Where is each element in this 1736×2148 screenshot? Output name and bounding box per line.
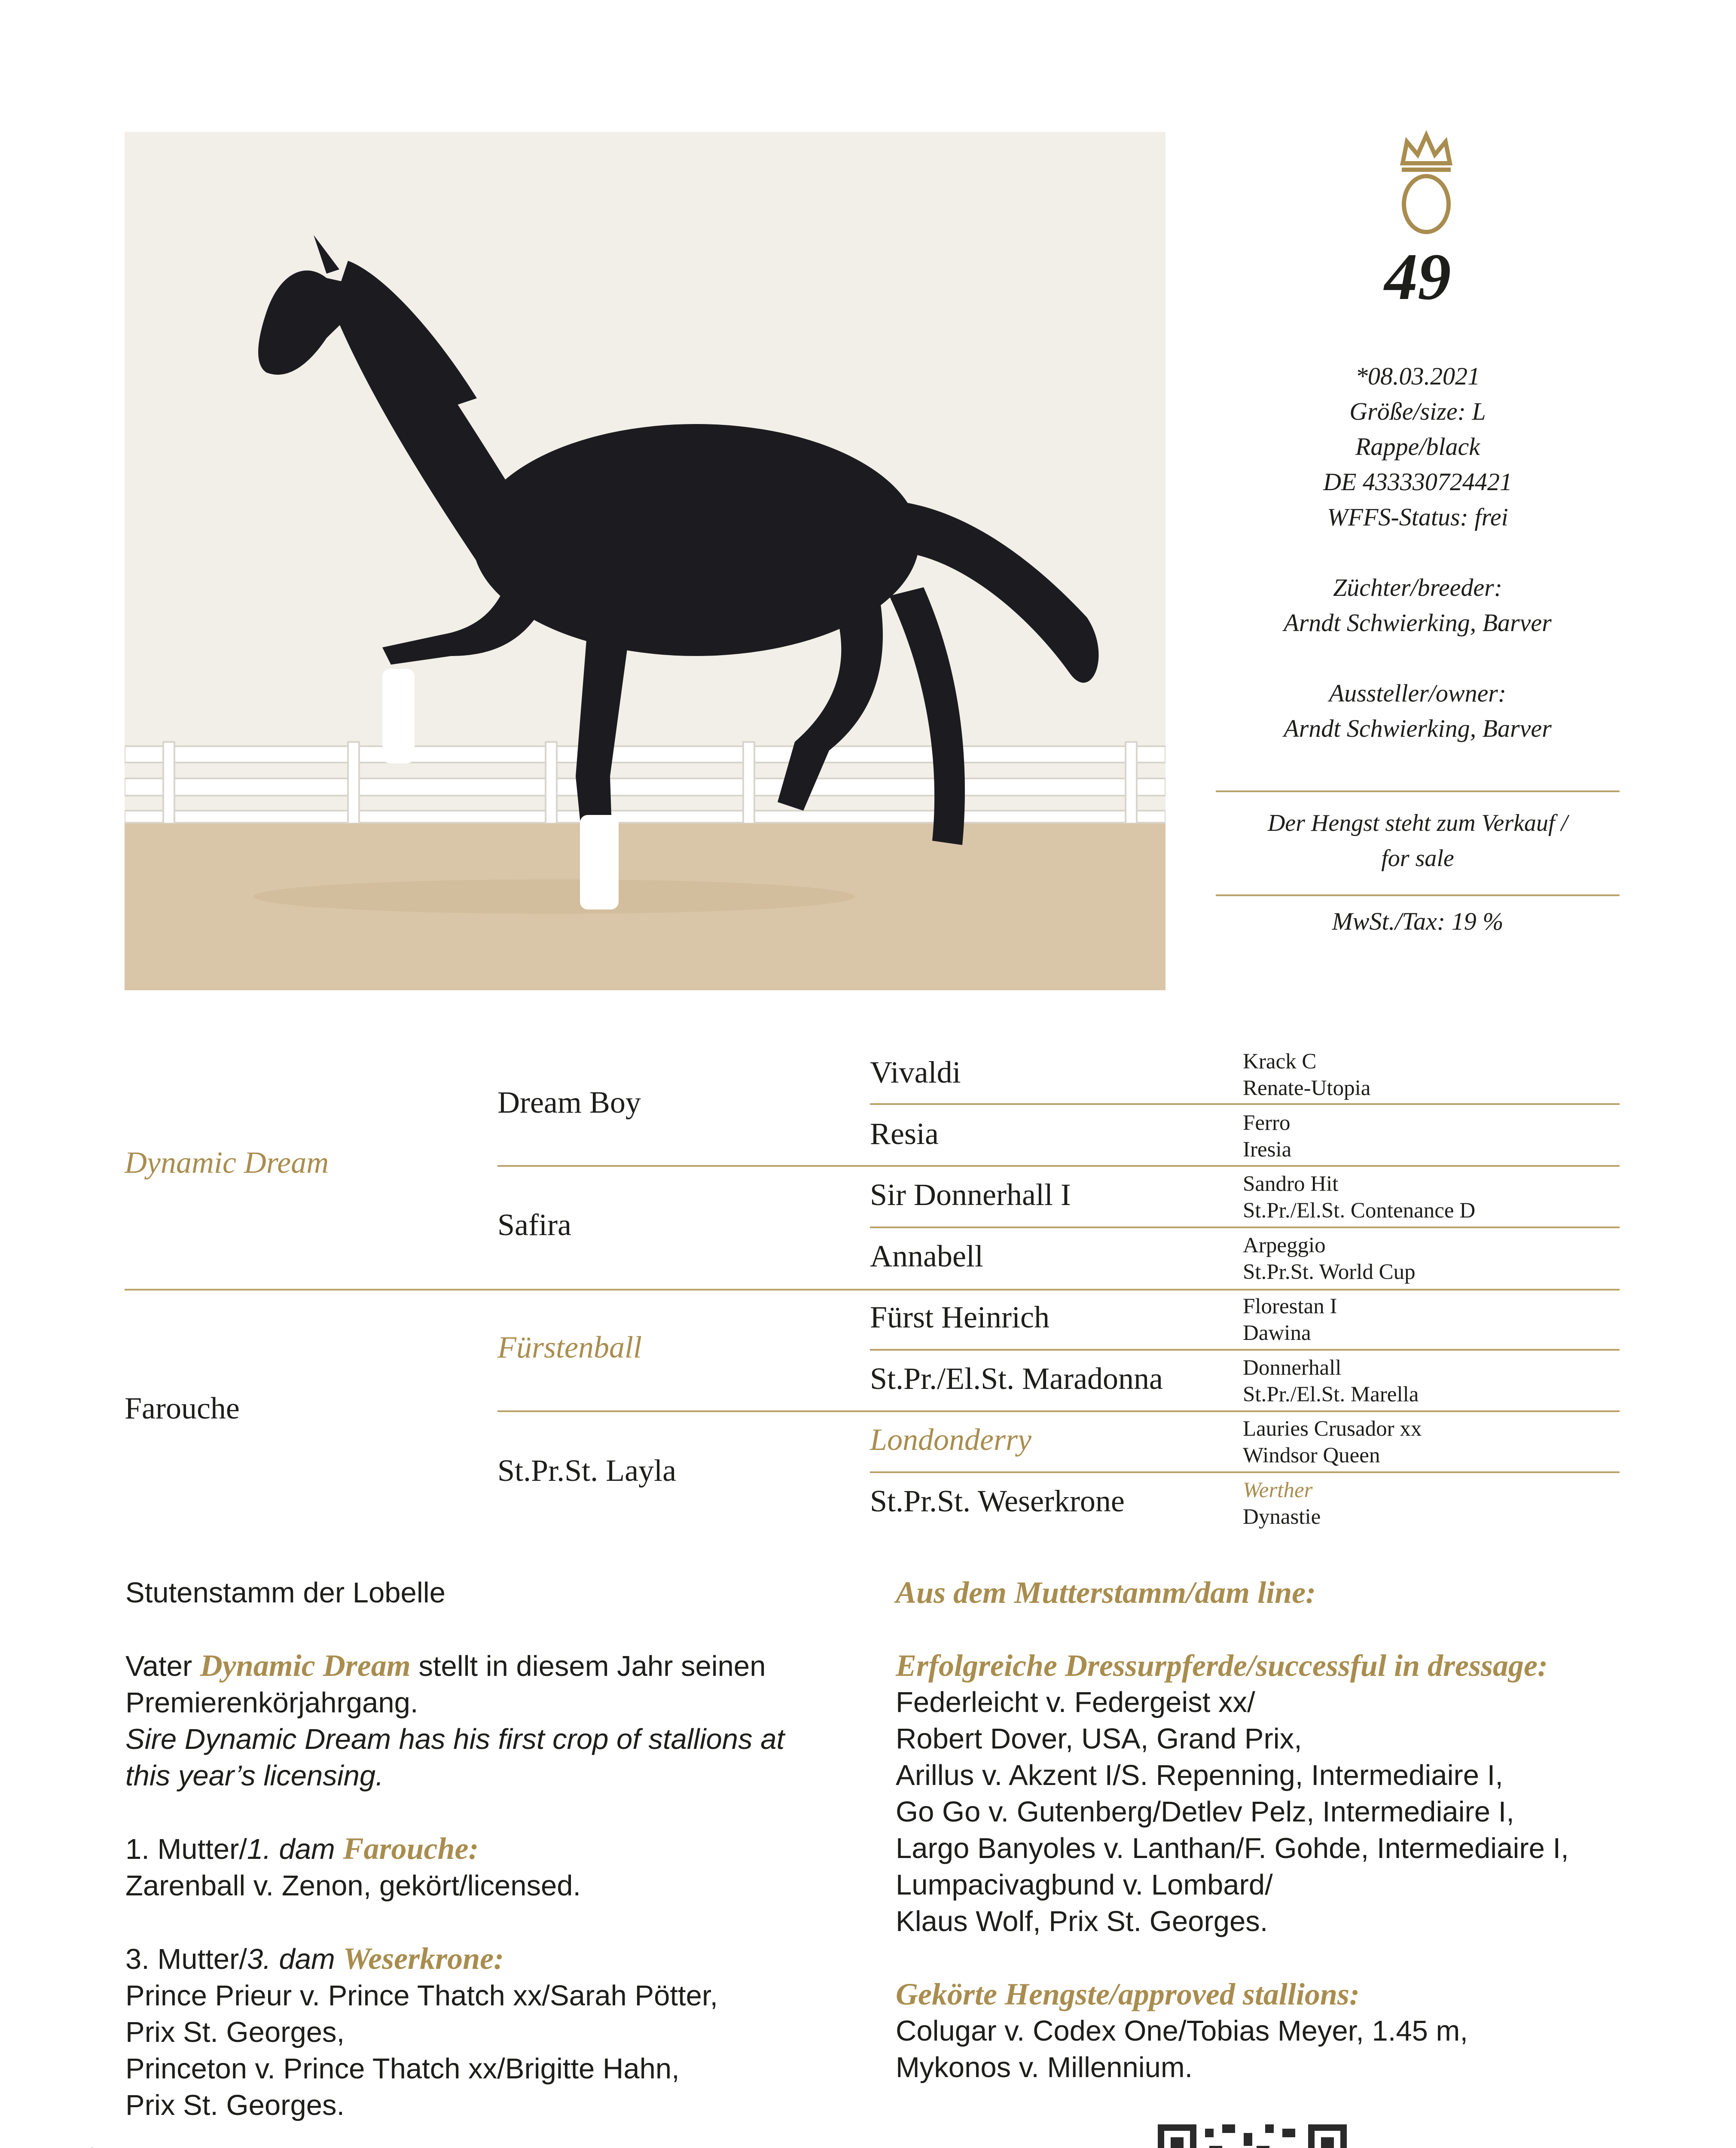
dam-name: Farouche: bbox=[343, 1831, 479, 1866]
g4-dam: Windsor Queen bbox=[1243, 1443, 1380, 1468]
divider bbox=[1216, 894, 1620, 896]
pedigree-rule bbox=[870, 1349, 1620, 1351]
pedigree-rule bbox=[870, 1165, 1620, 1167]
pedigree-g3: Annabell bbox=[870, 1239, 983, 1273]
pedigree-rule bbox=[125, 1289, 870, 1291]
wffs-status: WFFS-Status: frei bbox=[1327, 503, 1508, 531]
dressage-item: Lumpacivagbund v. Lombard/ bbox=[896, 1869, 1273, 1901]
g4-dam: Renate-Utopia bbox=[1243, 1076, 1371, 1100]
pedigree-g4 bbox=[1243, 1048, 1370, 1101]
text: 1. dam bbox=[247, 1833, 343, 1865]
birth-date: *08.03.2021 bbox=[1355, 362, 1480, 390]
g4-dam: St.Pr.St. World Cup bbox=[1243, 1260, 1416, 1284]
g4-sire: Ferro bbox=[1243, 1111, 1291, 1135]
pedigree-g4 bbox=[1243, 1293, 1337, 1346]
g4-dam: Dynastie bbox=[1243, 1505, 1321, 1529]
right-column bbox=[896, 1574, 1626, 2086]
sire-note-en: this year’s licensing. bbox=[125, 1760, 384, 1792]
dressage-item: Federleicht v. Federgeist xx/ bbox=[896, 1686, 1255, 1718]
dressage-heading: Erfolgreiche Dressurpferde/successful in dressage: bbox=[896, 1648, 1548, 1683]
pedigree-g4 bbox=[1243, 1416, 1422, 1469]
sire-name: Dynamic Dream bbox=[200, 1648, 411, 1683]
pedigree-dam: Farouche bbox=[125, 1391, 240, 1425]
sale-line-2: for sale bbox=[1381, 845, 1454, 872]
g4-sire: Florestan I bbox=[1243, 1294, 1337, 1318]
divider bbox=[1216, 790, 1620, 792]
g4-sire: Donnerhall bbox=[1243, 1356, 1342, 1380]
sire-note bbox=[125, 1648, 873, 1684]
spacer bbox=[1211, 641, 1624, 676]
dam-3-text: Prix St. Georges, bbox=[125, 2016, 345, 2048]
dam-3-text: Princeton v. Prince Thatch xx/Brigitte Hahn, bbox=[125, 2053, 680, 2085]
dam-3-text: Prince Prieur v. Prince Thatch xx/Sarah Pötter, bbox=[125, 1980, 718, 2012]
stallion-item: Colugar v. Codex One/Tobias Meyer, 1.45 m, bbox=[896, 2015, 1468, 2047]
dam-line-heading: Aus dem Mutterstamm/dam line: bbox=[896, 1575, 1316, 1610]
breeder-label: Züchter/breeder: bbox=[1333, 574, 1503, 601]
dam-name: Weserkrone: bbox=[343, 1941, 504, 1976]
pedigree-sire: Dynamic Dream bbox=[125, 1145, 329, 1180]
color: Rappe/black bbox=[1355, 433, 1480, 461]
lot-number: 49 bbox=[1384, 240, 1451, 314]
pedigree-dam-sire: Fürstenball bbox=[497, 1330, 642, 1364]
dressage-item: Go Go v. Gutenberg/Detlev Pelz, Intermediaire I, bbox=[896, 1796, 1514, 1828]
breeder-name: Arndt Schwierking, Barver bbox=[1284, 609, 1552, 637]
g4-sire: Krack C bbox=[1243, 1050, 1317, 1074]
pedigree-g3: Sir Donnerhall I bbox=[870, 1178, 1071, 1212]
g4-dam: Iresia bbox=[1243, 1138, 1292, 1162]
dam-1-text: Zarenball v. Zenon, gekört/licensed. bbox=[125, 1870, 581, 1902]
pedigree-sire-dam: Safira bbox=[497, 1208, 571, 1242]
tax-note: MwSt./Tax: 19 % bbox=[1332, 907, 1504, 935]
text: stellt in diesem Jahr seinen bbox=[410, 1650, 766, 1682]
owner-name: Arndt Schwierking, Barver bbox=[1284, 714, 1552, 742]
owner-label: Aussteller/owner: bbox=[1329, 679, 1507, 707]
text: Vater bbox=[125, 1650, 200, 1682]
dam-3-text: Prix St. Georges. bbox=[125, 2089, 345, 2121]
dam-1-heading bbox=[125, 1831, 873, 1867]
sale-note bbox=[1216, 806, 1620, 876]
stallion-item: Mykonos v. Millennium. bbox=[896, 2051, 1193, 2084]
horse-photo bbox=[125, 132, 1165, 990]
pedigree-g3: Vivaldi bbox=[870, 1055, 961, 1089]
pedigree-dam-dam: St.Pr.St. Layla bbox=[497, 1453, 677, 1488]
text: 3. Mutter/ bbox=[125, 1943, 247, 1975]
pedigree-g4 bbox=[1243, 1171, 1475, 1224]
size: Größe/size: L bbox=[1349, 397, 1486, 425]
dressage-item: Klaus Wolf, Prix St. Georges. bbox=[896, 1905, 1268, 1937]
dressage-item: Arillus v. Akzent I/S. Repenning, Intermediaire I, bbox=[896, 1759, 1503, 1791]
g4-sire: Lauries Crusador xx bbox=[1243, 1417, 1422, 1441]
sire-note-en: Sire Dynamic Dream has his first crop of stallions at bbox=[125, 1723, 785, 1755]
pedigree-rule bbox=[497, 1165, 870, 1167]
pedigree-g4 bbox=[1243, 1355, 1419, 1408]
dressage-item: Robert Dover, USA, Grand Prix, bbox=[896, 1723, 1302, 1755]
text: 3. dam bbox=[247, 1943, 343, 1975]
stallions-heading: Gekörte Hengste/approved stallions: bbox=[896, 1977, 1360, 2011]
spacer bbox=[1211, 535, 1624, 570]
pedigree-g3: Resia bbox=[870, 1117, 939, 1151]
pedigree-g4 bbox=[1243, 1232, 1416, 1285]
pedigree-rule bbox=[870, 1289, 1620, 1291]
g4-dam: St.Pr./El.St. Marella bbox=[1243, 1382, 1419, 1407]
pedigree-g4 bbox=[1243, 1110, 1291, 1163]
g4-sire: Arpeggio bbox=[1243, 1233, 1326, 1257]
g4-dam: Dawina bbox=[1243, 1321, 1311, 1345]
pedigree-rule bbox=[870, 1410, 1620, 1412]
pedigree-g3: St.Pr./El.St. Maradonna bbox=[870, 1361, 1163, 1396]
ueln: DE 433330724421 bbox=[1323, 468, 1512, 496]
pedigree-rule bbox=[870, 1471, 1620, 1473]
dressage-item: Largo Banyoles v. Lanthan/F. Gohde, Intermediaire I, bbox=[896, 1832, 1569, 1864]
oldenburg-crown-logo-icon bbox=[1390, 129, 1463, 236]
pedigree-rule bbox=[870, 1227, 1620, 1228]
left-column bbox=[125, 1574, 873, 2148]
pedigree-g3: St.Pr.St. Weserkrone bbox=[870, 1484, 1125, 1518]
pedigree-rule bbox=[497, 1410, 870, 1412]
text: 1. Mutter/ bbox=[125, 1833, 247, 1865]
sale-line-1: Der Hengst steht zum Verkauf / bbox=[1267, 810, 1568, 836]
horse-info bbox=[1211, 359, 1624, 746]
g4-sire: Werther bbox=[1243, 1478, 1313, 1502]
pedigree-g4 bbox=[1243, 1477, 1321, 1530]
mare-line: Stutenstamm der Lobelle bbox=[125, 1577, 445, 1609]
qr-code-icon[interactable] bbox=[1158, 2124, 1347, 2148]
g4-sire: Sandro Hit bbox=[1243, 1172, 1339, 1196]
pedigree-rule bbox=[870, 1103, 1620, 1105]
sire-note-2: Premierenkörjahrgang. bbox=[125, 1687, 418, 1719]
dam-3-heading bbox=[125, 1941, 873, 1977]
g4-dam: St.Pr./El.St. Contenance D bbox=[1243, 1199, 1476, 1223]
pedigree-g3: Londonderry bbox=[870, 1422, 1031, 1457]
pedigree-g3: Fürst Heinrich bbox=[870, 1300, 1050, 1334]
pedigree-sire-sire: Dream Boy bbox=[497, 1085, 641, 1120]
